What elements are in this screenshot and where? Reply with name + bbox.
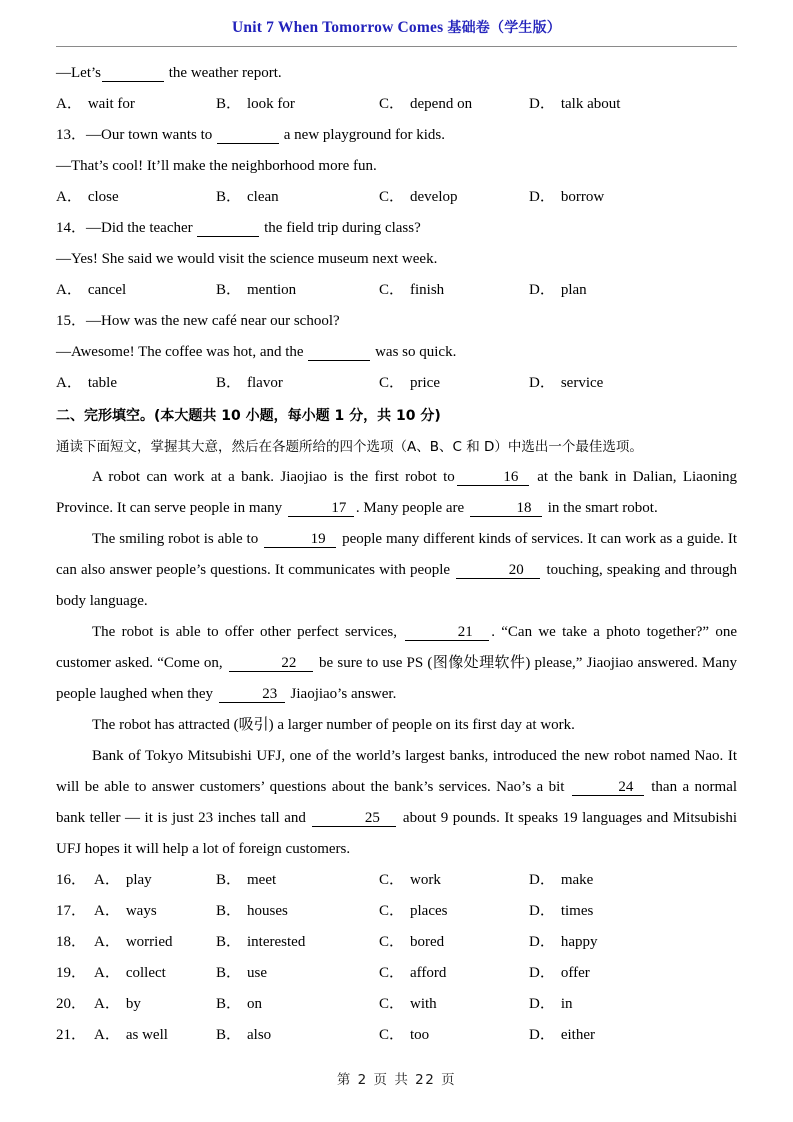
passage-blank-25[interactable]: 25 bbox=[312, 811, 396, 828]
cloze-19-number: 19． bbox=[56, 964, 87, 981]
q15-option-b[interactable]: B． flavor bbox=[216, 374, 283, 391]
question-14-options bbox=[56, 275, 737, 306]
question-13-reply: —That’s cool! It’ll make the neighborhood more fun. bbox=[56, 157, 377, 174]
q15-stem-text: —How was the new café near our school? bbox=[86, 312, 340, 329]
q14-option-c[interactable]: C． finish bbox=[379, 281, 445, 298]
cloze-21-option-b[interactable]: B． also bbox=[216, 1026, 272, 1043]
passage-blank-19[interactable]: 19 bbox=[264, 532, 336, 549]
passage-paragraph-4: The robot has attracted (吸引) a larger number of people on its first day at work. bbox=[92, 716, 575, 733]
question-13-options bbox=[56, 182, 737, 213]
cloze-20-number: 20． bbox=[56, 995, 87, 1012]
q13-number: 13． bbox=[56, 126, 87, 143]
q13-option-b[interactable]: B． clean bbox=[216, 188, 279, 205]
passage-paragraph-5: Bank of Tokyo Mitsubishi UFJ, one of the world’s largest banks, introduced the new robot named Nao. It will be able to answer customers’ questions about the bank’s services. Nao’s a bit 24 than a normal bank teller — it is just 23 inches tall and 25 about 9 pounds. It speaks 19 languages and Mitsubishi UFJ hopes it will help a lot of foreign customers. bbox=[56, 747, 738, 857]
section-two-instruction: 通读下面短文，掌握其大意，然后在各题所给的四个选项（A、B、C 和 D）中选出一个最佳选项。 bbox=[56, 438, 643, 455]
passage-blank-22[interactable]: 22 bbox=[229, 656, 313, 673]
q14-number: 14． bbox=[56, 219, 87, 236]
passage-paragraph-1: A robot can work at a bank. Jiaojiao is the first robot to 16 at the bank in Dalian, Liaoning Province. It can serve people in many 17 . Many people are 18 in the smart robot. bbox=[56, 468, 737, 516]
q12-stem-head: —Let’s bbox=[56, 64, 101, 81]
q12-option-d[interactable]: D． talk about bbox=[529, 95, 621, 112]
q15-reply-head: —Awesome! The coffee was hot, and the bbox=[56, 343, 304, 360]
cloze-20-option-c[interactable]: C． with bbox=[379, 995, 437, 1012]
cloze-21-option-d[interactable]: D． either bbox=[529, 1026, 595, 1043]
page-title-chinese: 基础卷（学生版） bbox=[447, 20, 561, 36]
question-12-options bbox=[56, 89, 737, 120]
cloze-16-option-c[interactable]: C． work bbox=[379, 871, 441, 888]
cloze-option-row-20 bbox=[56, 989, 737, 1020]
q14-stem-tail: the field trip during class? bbox=[264, 219, 421, 236]
page-footer: 第 2 页 共 22 页 bbox=[336, 1072, 457, 1088]
cloze-19-option-c[interactable]: C． afford bbox=[379, 964, 447, 981]
cloze-19-option-a[interactable]: A． collect bbox=[94, 964, 166, 981]
cloze-20-option-b[interactable]: B． on bbox=[216, 995, 263, 1012]
q12-option-c[interactable]: C． depend on bbox=[379, 95, 473, 112]
question-14-stem bbox=[56, 213, 737, 244]
cloze-19-option-d[interactable]: D． offer bbox=[529, 964, 590, 981]
cloze-21-option-a[interactable]: A． as well bbox=[94, 1026, 168, 1043]
cloze-18-option-a[interactable]: A． worried bbox=[94, 933, 173, 950]
q12-option-a[interactable]: A． wait for bbox=[56, 95, 135, 112]
q14-answer-blank[interactable] bbox=[197, 221, 259, 238]
passage-blank-24[interactable]: 24 bbox=[572, 780, 644, 797]
q13-stem-head: —Our town wants to bbox=[86, 126, 213, 143]
q15-answer-blank[interactable] bbox=[308, 345, 370, 362]
section-two-heading: 二、完形填空。(本大题共 10 小题，每小题 1 分，共 10 分) bbox=[56, 407, 441, 424]
question-13-stem bbox=[56, 120, 737, 151]
passage-blank-20[interactable]: 20 bbox=[456, 563, 540, 580]
cloze-option-row-18 bbox=[56, 927, 737, 958]
cloze-18-option-d[interactable]: D． happy bbox=[529, 933, 598, 950]
q14-option-d[interactable]: D． plan bbox=[529, 281, 587, 298]
header-divider bbox=[56, 46, 737, 47]
page-content bbox=[56, 18, 737, 1051]
cloze-17-option-c[interactable]: C． places bbox=[379, 902, 448, 919]
cloze-20-option-d[interactable]: D． in bbox=[529, 995, 573, 1012]
question-15-options bbox=[56, 368, 737, 399]
q14-option-a[interactable]: A． cancel bbox=[56, 281, 127, 298]
page-title bbox=[56, 18, 737, 38]
cloze-16-option-a[interactable]: A． play bbox=[94, 871, 152, 888]
q13-option-d[interactable]: D． borrow bbox=[529, 188, 605, 205]
passage-blank-17[interactable]: 17 bbox=[288, 501, 354, 518]
q13-answer-blank[interactable] bbox=[217, 128, 279, 145]
question-14-reply: —Yes! She said we would visit the science museum next week. bbox=[56, 250, 438, 267]
q12-answer-blank[interactable] bbox=[102, 66, 164, 83]
q12-option-b[interactable]: B． look for bbox=[216, 95, 295, 112]
cloze-17-number: 17． bbox=[56, 902, 87, 919]
passage-blank-16[interactable]: 16 bbox=[457, 470, 529, 487]
question-15-stem bbox=[56, 306, 737, 337]
q14-option-b[interactable]: B． mention bbox=[216, 281, 297, 298]
passage-blank-23[interactable]: 23 bbox=[219, 687, 285, 704]
passage-blank-18[interactable]: 18 bbox=[470, 501, 542, 518]
q15-number: 15． bbox=[56, 312, 87, 329]
q15-reply-tail: was so quick. bbox=[375, 343, 457, 360]
page-title-english: Unit 7 When Tomorrow Comes bbox=[232, 19, 444, 36]
question-15-reply bbox=[56, 337, 737, 368]
cloze-21-number: 21． bbox=[56, 1026, 87, 1043]
cloze-18-option-c[interactable]: C． bored bbox=[379, 933, 445, 950]
passage-paragraph-2: The smiling robot is able to 19 people many different kinds of services. It can work as a guide. It can also answer people’s questions. It communicates with people 20 touching, speaking and through body language. bbox=[56, 530, 738, 609]
cloze-19-option-b[interactable]: B． use bbox=[216, 964, 268, 981]
cloze-17-option-d[interactable]: D． times bbox=[529, 902, 594, 919]
cloze-17-option-b[interactable]: B． houses bbox=[216, 902, 288, 919]
cloze-16-number: 16． bbox=[56, 871, 87, 888]
cloze-18-number: 18． bbox=[56, 933, 87, 950]
q15-option-c[interactable]: C． price bbox=[379, 374, 440, 391]
cloze-21-option-c[interactable]: C． too bbox=[379, 1026, 430, 1043]
q14-stem-head: —Did the teacher bbox=[86, 219, 193, 236]
cloze-option-row-16 bbox=[56, 865, 737, 896]
cloze-option-row-17 bbox=[56, 896, 737, 927]
cloze-16-option-d[interactable]: D． make bbox=[529, 871, 594, 888]
cloze-17-option-a[interactable]: A． ways bbox=[94, 902, 157, 919]
q13-stem-tail: a new playground for kids. bbox=[283, 126, 445, 143]
cloze-16-option-b[interactable]: B． meet bbox=[216, 871, 277, 888]
q15-option-d[interactable]: D． service bbox=[529, 374, 604, 391]
cloze-18-option-b[interactable]: B． interested bbox=[216, 933, 306, 950]
cloze-option-row-19 bbox=[56, 958, 737, 989]
cloze-option-row-21 bbox=[56, 1020, 737, 1051]
passage-blank-21[interactable]: 21 bbox=[405, 625, 489, 642]
cloze-20-option-a[interactable]: A． by bbox=[94, 995, 141, 1012]
question-12-stem bbox=[56, 58, 737, 89]
q15-option-a[interactable]: A． table bbox=[56, 374, 117, 391]
q12-stem-tail: the weather report. bbox=[168, 64, 282, 81]
q13-option-c[interactable]: C． develop bbox=[379, 188, 458, 205]
q13-option-a[interactable]: A． close bbox=[56, 188, 119, 205]
passage-paragraph-3: The robot is able to offer other perfect services, 21 . “Can we take a photo together?” one customer asked. “Come on, 22 be sure to use PS (图像处理软件) please,” Jiaojiao answered. Many people laughed when they 23 Jiaojiao’s answer. bbox=[56, 623, 738, 702]
